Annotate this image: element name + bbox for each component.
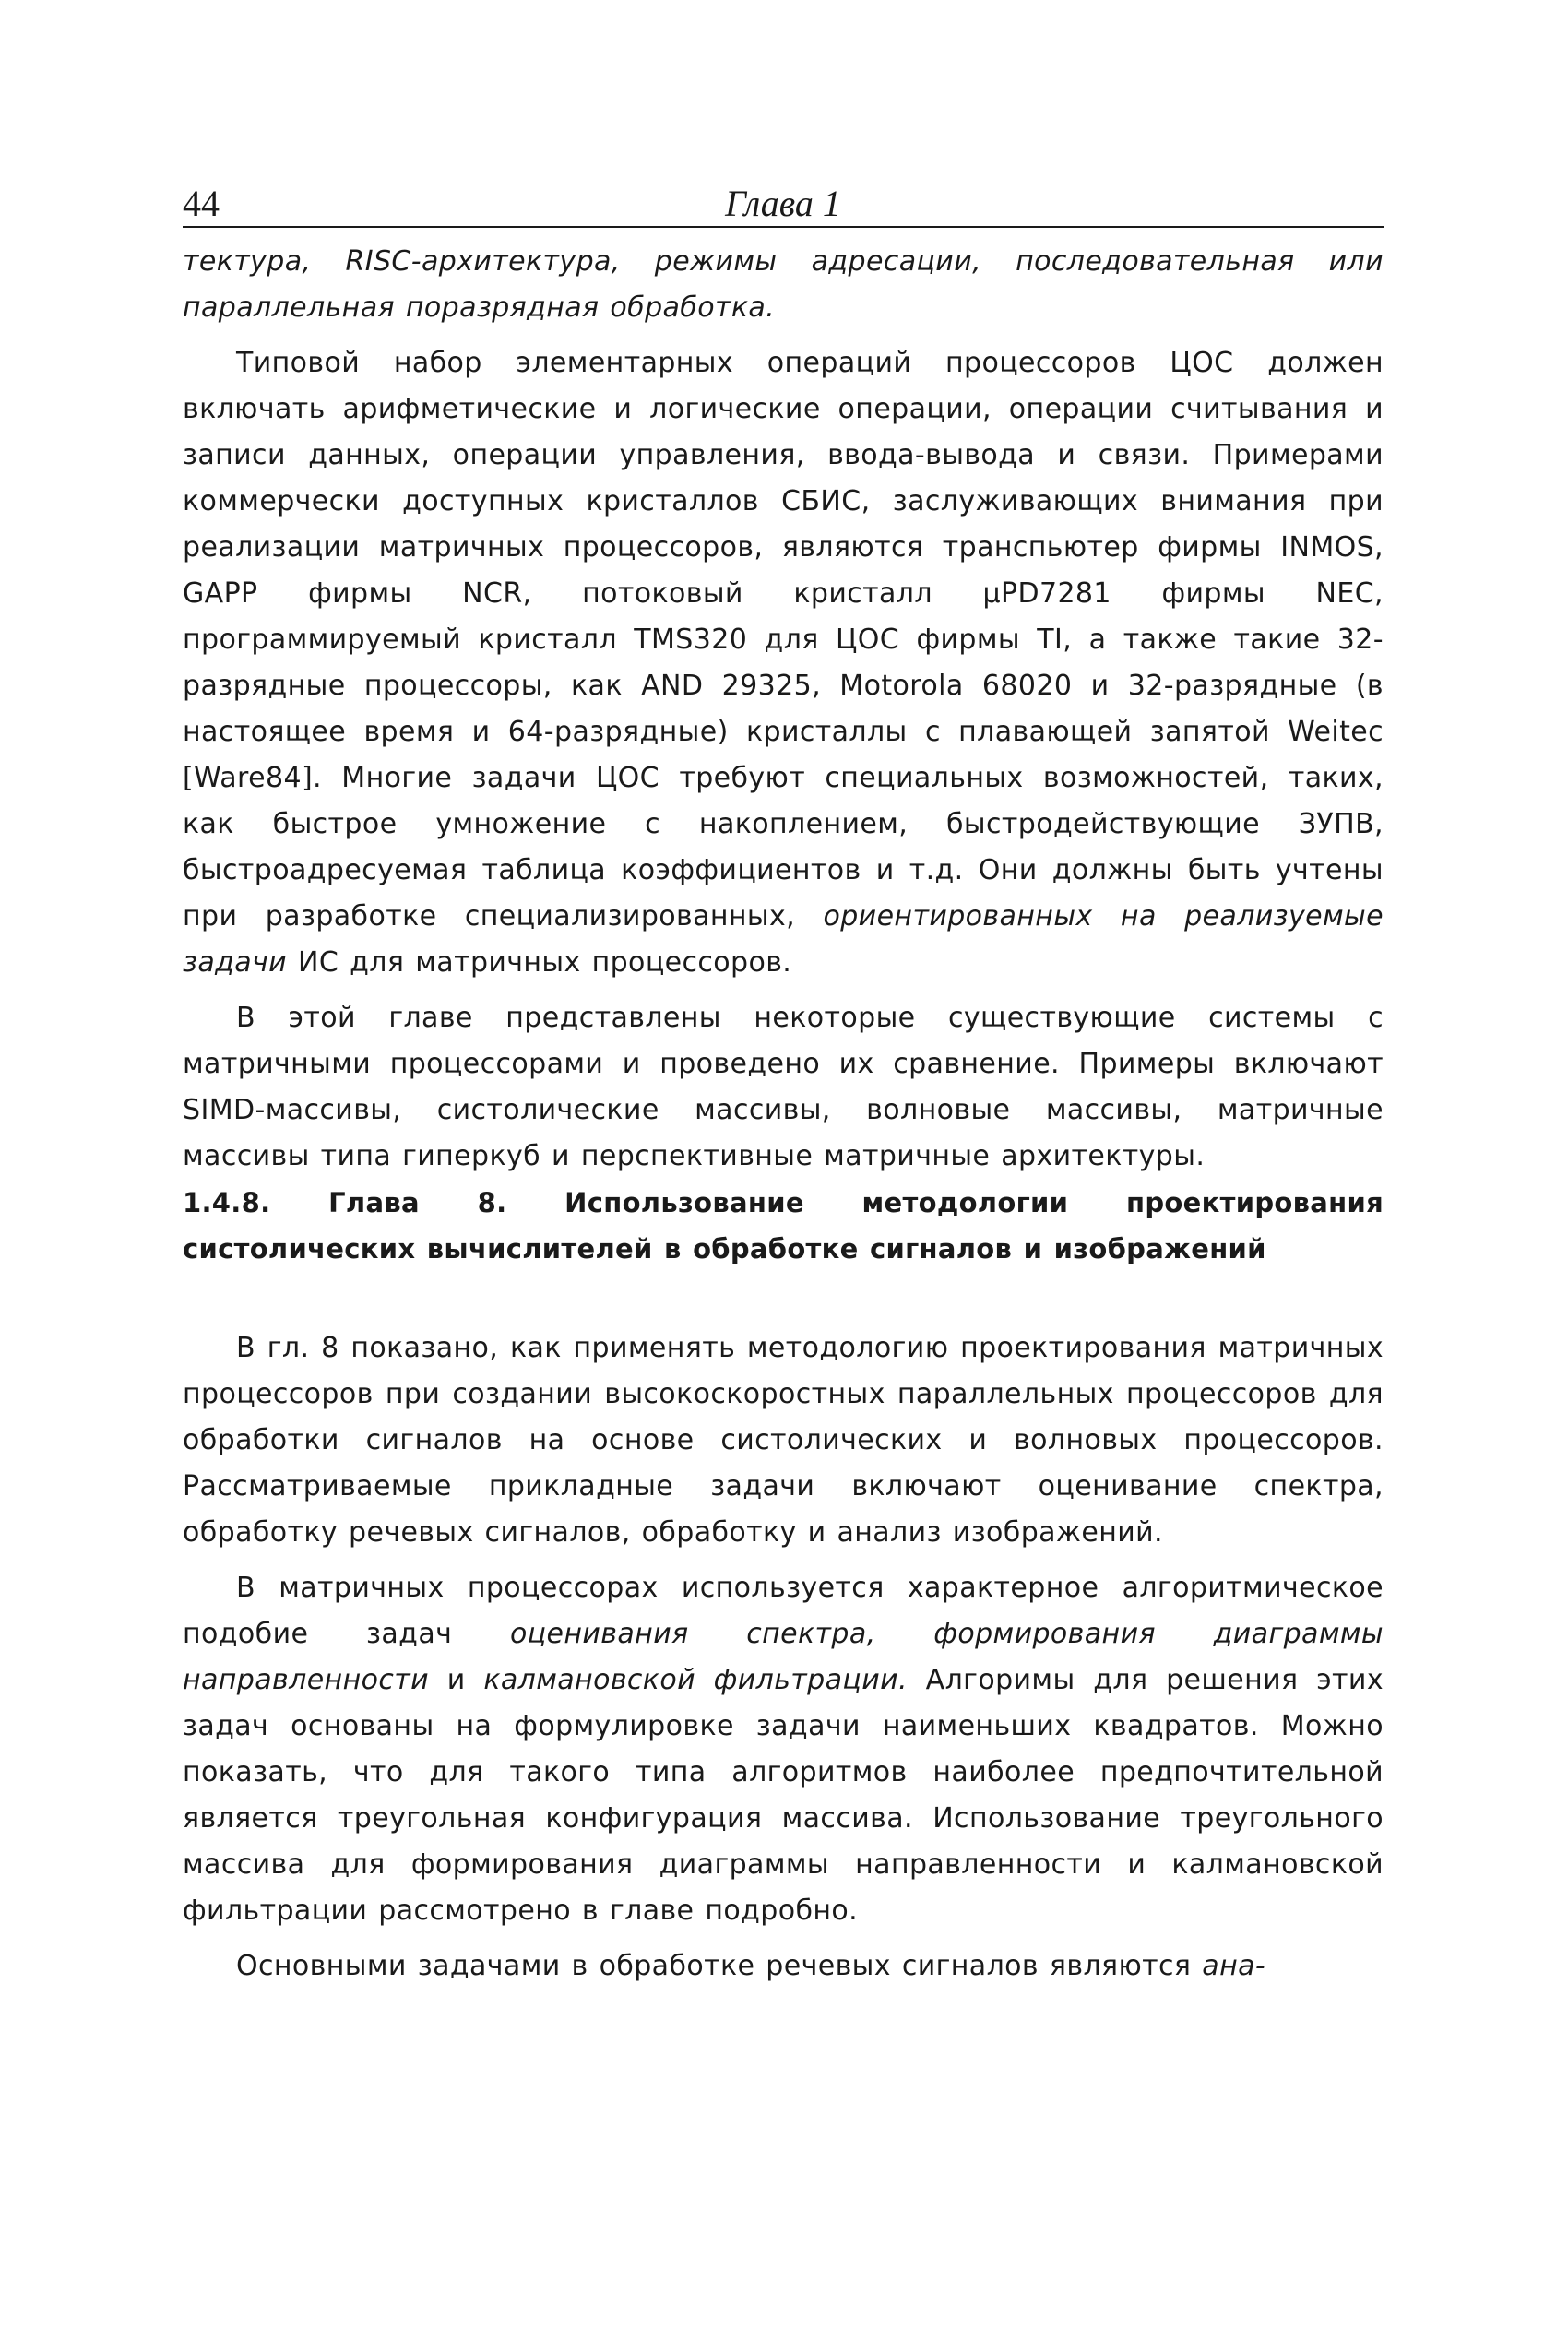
paragraph-dsp-operations — [183, 340, 1384, 986]
paragraph-algorithmic-similarity-text: В матричных процессорах используется характерное алгоритмическое подобие задач — [183, 1572, 1384, 1650]
paragraph-speech-processing-text: Основными задачами в обработке речевых сигналов являются — [236, 1950, 1192, 1982]
body-text — [183, 239, 1384, 1990]
section-heading: 1.4.8. Глава 8. Использование методологии проектирования систолических вычислителей в обработке сигналов и изображений — [183, 1187, 1384, 1265]
paragraph-chapter-overview: В этой главе представлены некоторые существующие системы с матричными процессорами и проведено их сравнение. Примеры включают SIMD-массивы, систолические массивы, волновые массивы, матричные массивы типа гиперкуб и перспективные матричные архитектуры. — [183, 1002, 1384, 1172]
paragraph-dsp-operations-emphasis: ориентированных на реализуемые задачи — [183, 900, 1384, 979]
paragraph-algorithmic-similarity-and: и — [446, 1664, 466, 1696]
intro-continuation: тектура, RISC-архитектура, режимы адресации, последовательная или параллельная поразрядная обработка. — [183, 245, 1384, 324]
paragraph-speech-processing-emphasis: ана- — [1202, 1950, 1266, 1982]
paragraph-speech-processing — [183, 1943, 1384, 1990]
paragraph-dsp-operations-end: ИС для матричных процессоров. — [298, 946, 792, 979]
paragraph-algorithmic-similarity-emphasis-1: оценивания спектра, формирования диаграммы направленности — [183, 1618, 1384, 1696]
paragraph-algorithmic-similarity-emphasis-2: калмановской фильтрации. — [483, 1664, 908, 1696]
page-number: 44 — [183, 183, 220, 224]
paragraph-algorithmic-similarity-end: Алгоримы для решения этих задач основаны на формулировке задачи наименьших квадратов. Можно показать, что для такого типа алгоритмов наиболее предпочтительной является треугольная конфигурация массива. Использование треугольного массива для формирования диаграммы направленности и калмановской фильтрации рассмотрено в главе подробно. — [183, 1664, 1384, 1927]
running-head — [183, 183, 1384, 228]
paragraph-dsp-operations-text: Типовой набор элементарных операций процессоров ЦОС должен включать арифметические и логические операции, операции считывания и записи данных, операции управления, ввода-вывода и связи. Примерами коммерчески доступных кристаллов СБИС, заслуживающих внимания при реализации матричных процессоров, являются транспьютер фирмы INMOS, GAPP фирмы NCR, потоковый кристалл µPD7281 фирмы NEC, программируемый кристалл TMS320 для ЦОС фирмы TI, а также такие 32-разрядные процессоры, как AND 29325, Motorola 68020 и 32-разрядные (в настоящее время и 64-разрядные) кристаллы с плавающей запятой Weitec [Ware84]. Многие задачи ЦОС требуют специальных возможностей, таких, как быстрое умножение с накоплением, быстродействующие ЗУПВ, быстроадресуемая таблица коэффициентов и т.д. Они должны быть учтены при разработке специализированных, — [183, 347, 1384, 932]
paragraph-algorithmic-similarity — [183, 1565, 1384, 1934]
running-title: Глава 1 — [725, 183, 841, 224]
book-page — [183, 183, 1384, 1990]
paragraph-chapter8-intro: В гл. 8 показано, как применять методологию проектирования матричных процессоров при создании высокоскоростных параллельных процессоров для обработки сигналов на основе систолических и волновых процессоров. Рассматриваемые прикладные задачи включают оценивание спектра, обработку речевых сигналов, обработку и анализ изображений. — [183, 1332, 1384, 1549]
